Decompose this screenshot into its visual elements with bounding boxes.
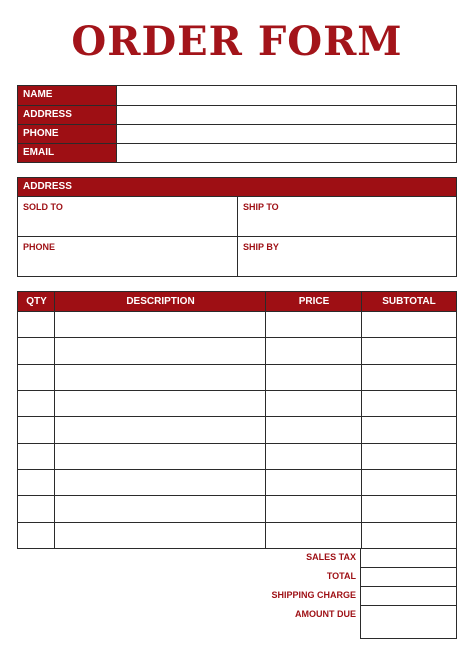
table-row [18,443,456,444]
shipping-charge-label: SHIPPING CHARGE [271,590,356,600]
description-header: DESCRIPTION [126,296,195,307]
items-header [18,292,456,311]
amount-due-label: AMOUNT DUE [295,609,356,619]
name-row[interactable] [18,86,456,105]
table-row [18,522,456,523]
phone-label: PHONE [18,125,117,143]
phone-row[interactable] [18,124,456,143]
ship-to-field[interactable] [238,197,456,236]
ship-by-label: SHIP BY [243,242,279,252]
column-divider [361,292,362,548]
ship-by-field[interactable] [238,237,456,276]
email-label: EMAIL [18,144,117,162]
address-label: ADDRESS [18,106,117,124]
shipping-charge-field[interactable] [361,587,456,605]
address-block [17,177,457,277]
qty-header: QTY [26,296,47,307]
sold-to-field[interactable] [18,197,237,236]
form-title: ORDER FORM [71,18,403,65]
address-header: ADDRESS [18,178,456,196]
items-table [17,291,457,549]
table-row [18,469,456,470]
column-divider [265,292,266,548]
total-label: TOTAL [326,571,356,581]
table-row [18,416,456,417]
ship-to-label: SHIP TO [243,202,279,212]
table-row [18,495,456,496]
totals-box [360,549,457,639]
total-field[interactable] [361,568,456,586]
sales-tax-label: SALES TAX [306,552,356,562]
email-row[interactable] [18,143,456,162]
sales-tax-field[interactable] [361,549,456,567]
table-row [18,390,456,391]
phone-field[interactable] [18,237,237,276]
name-label: NAME [18,86,117,105]
address-row[interactable] [18,105,456,124]
table-row [18,337,456,338]
amount-due-field[interactable] [361,606,456,637]
contact-table [17,85,457,163]
phone-label: PHONE [23,242,56,252]
table-row [18,311,456,312]
table-row [18,364,456,365]
column-divider [54,292,55,548]
sold-to-label: SOLD TO [23,202,63,212]
subtotal-header: SUBTOTAL [382,296,436,307]
price-header: PRICE [298,296,330,307]
